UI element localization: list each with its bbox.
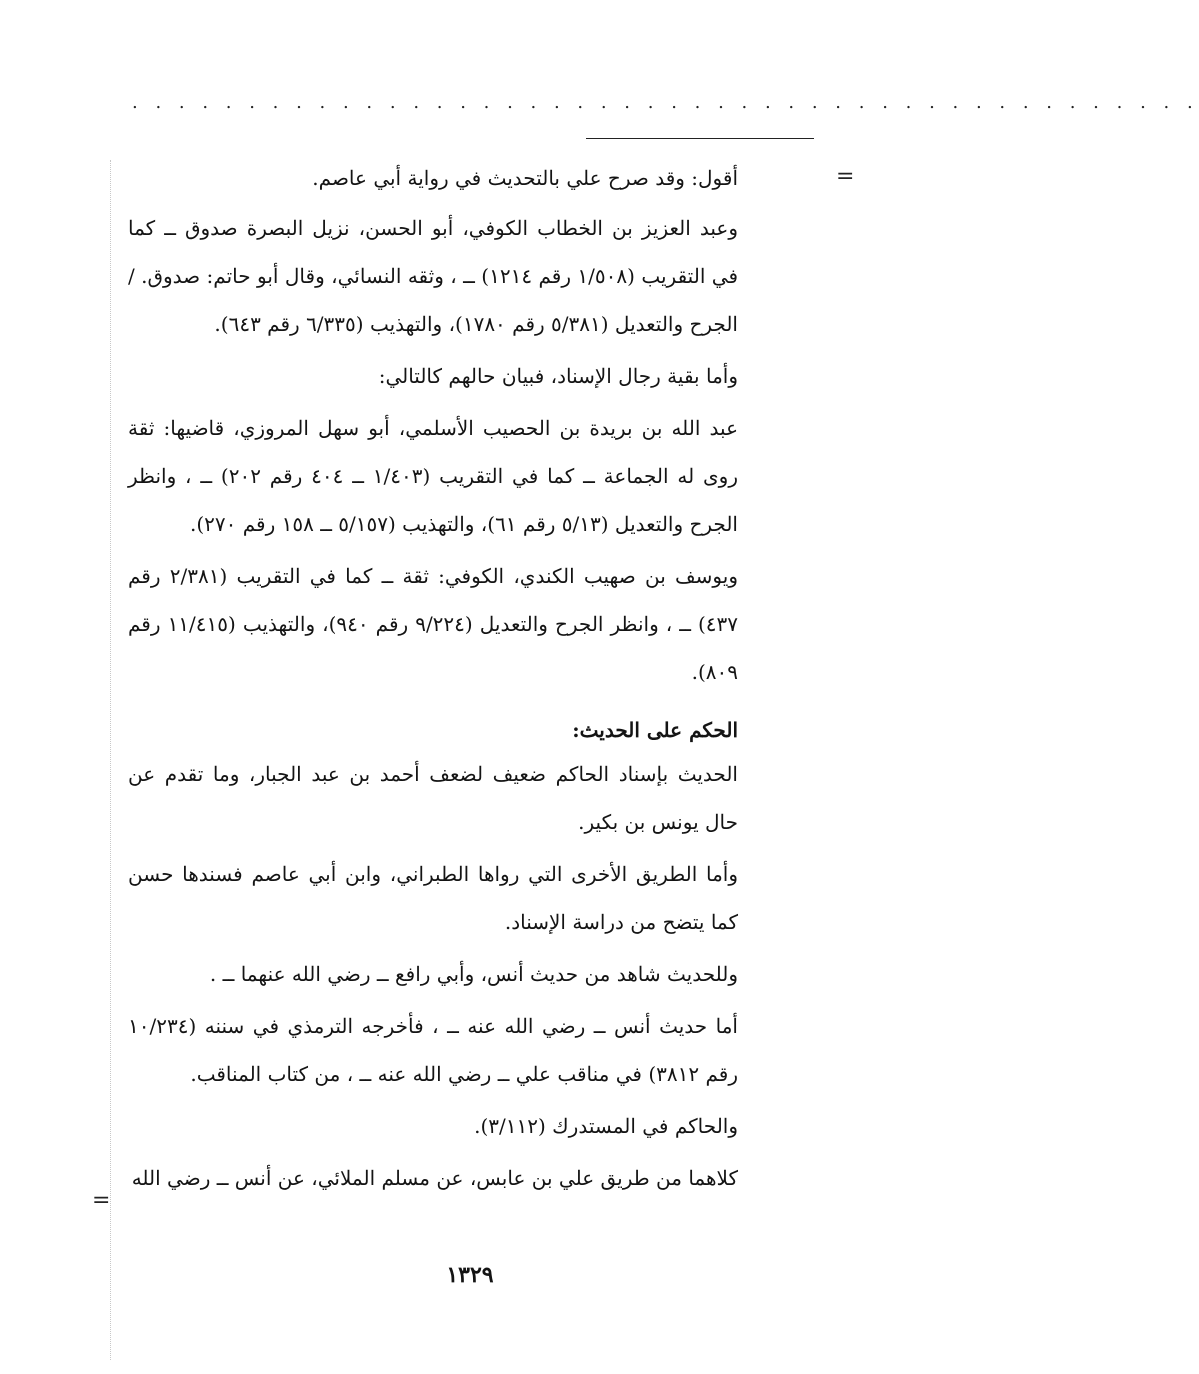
ruling-paragraph-1: الحديث بإسناد الحاكم ضعيف لضعف أحمد بن عبد الجبار، وما تقدم عن حال يونس بن بكير. (128, 762, 738, 834)
footnote-block (128, 154, 738, 1202)
ruling-paragraph-6: كلاهما من طريق علي بن عابس، عن مسلم الملائي، عن أنس ــ رضي الله (131, 1166, 738, 1190)
paragraph-1: أقول: وقد صرح علي بالتحديث في رواية أبي عاصم. (312, 166, 738, 190)
ruling-paragraph-4: أما حديث أنس ــ رضي الله عنه ــ ، فأخرجه الترمذي في سننه (١٠/٢٣٤ رقم ٣٨١٢) في مناقب علي ــ رضي الله عنه ــ ، من كتاب المناقب. (128, 1014, 738, 1086)
page-number: ١٣٢٩ (446, 1262, 494, 1288)
continuation-mark-top: = (836, 164, 855, 189)
footnote-separator-dots: . . . . . . . . . . . . . . . . . . . . . . . . . . . . . . . . . . . . . . . . . . . . . . (132, 92, 1199, 113)
paragraph-3: وأما بقية رجال الإسناد، فبيان حالهم كالتالي: (378, 364, 738, 388)
footnote-rule (586, 138, 814, 139)
ruling-paragraph-5: والحاكم في المستدرك (٣/١١٢). (474, 1114, 738, 1138)
paragraph-5: ويوسف بن صهيب الكندي، الكوفي: ثقة ــ كما في التقريب (٢/٣٨١ رقم ٤٣٧) ــ ، وانظر الجرح والتعديل (٩/٢٢٤ رقم ٩٤٠)، والتهذيب (١١/٤١٥ رقم ٨٠٩). (128, 564, 739, 684)
margin-guide-line (110, 160, 111, 1360)
ruling-paragraph-3: وللحديث شاهد من حديث أنس، وأبي رافع ــ رضي الله عنهما ــ . (209, 962, 738, 986)
paragraph-4: عبد الله بن بريدة بن الحصيب الأسلمي، أبو سهل المروزي، قاضيها: ثقة روى له الجماعة ــ كما في التقريب (١/٤٠٣ ــ ٤٠٤ رقم ٢٠٢) ــ ، وانظر الجرح والتعديل (٥/١٣ رقم ٦١)، والتهذيب (٥/١٥٧ ــ ١٥٨ رقم ٢٧٠). (128, 416, 739, 536)
section-heading: الحكم على الحديث: (572, 718, 738, 742)
ruling-paragraph-2: وأما الطريق الأخرى التي رواها الطبراني، وابن أبي عاصم فسندها حسن كما يتضح من دراسة الإسناد. (128, 862, 738, 934)
continuation-mark-bottom: = (92, 1188, 111, 1213)
paragraph-2: وعبد العزيز بن الخطاب الكوفي، أبو الحسن، نزيل البصرة صدوق ــ كما في التقريب (١/٥٠٨ رقم ١٢١٤) ــ ، وثقه النسائي، وقال أبو حاتم: صدوق. / الجرح والتعديل (٥/٣٨١ رقم ١٧٨٠)، والتهذيب (٦/٣٣٥ رقم ٦٤٣). (128, 216, 739, 336)
